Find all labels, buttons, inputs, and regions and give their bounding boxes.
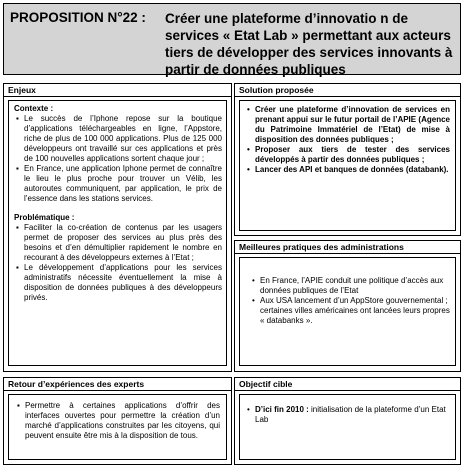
solution-heading: Solution proposée [235,84,460,97]
enjeux-section [3,83,232,372]
bullet-icon: ▪ [17,401,20,410]
pratiques-list [250,276,450,326]
bullet-icon: • [247,105,250,114]
bullet-icon: ▪ [16,164,19,173]
list-item: • Lancer des API et banques de données (databank). [247,165,449,174]
list-item: ▪ Permettre à certaines applications d’offrir des interfaces ouvertes pour permettre la création d’un marché d’applications construites par les citoyens, qui peuvent ensuite être mis à la disposition de tous. [17,401,220,440]
objectif-section [234,377,461,465]
retour-list [15,401,220,441]
list-item: • Proposer aux tiers de tester des services développés à partir des données publiques ; [247,145,450,164]
bullet-icon: ▪ [16,223,19,232]
retour-box [8,394,227,460]
pratiques-section [234,240,461,372]
proposition-header [3,3,461,75]
list-item: ▪ Le succès de l’Iphone repose sur la boutique d’applications téléchargeables en ligne, l’Appstore, riche de plus de 100 000 applications. Plus de 125 000 développeurs ont travaillé sur ces applications et près de 100 nouvelles applications sortent chaque jour ; [16,114,222,163]
contexte-list [14,114,222,204]
pratiques-box [239,257,456,366]
problematique-list [14,223,222,303]
list-item: ▪ Faciliter la co-création de contenus par les usagers permet de proposer des services au plus près des besoins et d’en démultiplier rapidement le nombre en recourant à des développeurs externes à l’Etat ; [16,223,222,262]
enjeux-box [8,100,227,366]
list-item: • Créer une plateforme d’innovation de services en prenant appui sur le futur portail de l’APIE (Agence du Patrimoine Immatériel de l’Etat) de mise à disposition des données publiques ; [247,105,450,144]
enjeux-heading: Enjeux [4,84,231,97]
bullet-icon: • [252,276,255,285]
bullet-icon: ▪ [16,263,19,272]
list-item: ▪ Le développement d’applications pour les services administratifs nécessite éventuellement la mise à disposition de données publiques à des développeurs privés. [16,263,222,302]
pratiques-heading: Meilleures pratiques des administrations [235,241,460,254]
objectif-heading: Objectif cible [235,378,460,391]
objectif-text: initialisation de la plateforme d’un Etat Lab [255,405,446,424]
list-item: • En France, l’APIE conduit une politique d’accès aux données publiques de l’Etat [252,276,444,295]
proposition-number: PROPOSITION N°22 : [10,10,146,25]
solution-section [234,83,461,236]
solution-box [239,100,456,231]
bullet-icon: • [247,405,250,414]
proposition-title: Créer une plateforme d’innovatio n de services « Etat Lab » permettant aux acteurs tiers de développer des services innovants à partir de données publiques [165,11,453,77]
bullet-icon: • [252,296,255,305]
list-item: ▪ En France, une application Iphone permet de connaître le lieu le plus proche pour trouver un Vélib, les autoroutes communiquent, par application, le prix de l’essence dans les stations services. [16,164,222,203]
bullet-icon: • [247,145,250,154]
retour-heading: Retour d’expériences des experts [4,378,231,391]
objectif-date: D’ici fin 2010 : [255,405,309,414]
objectif-list [245,405,450,425]
bullet-icon: ▪ [16,114,19,123]
list-item: • Aux USA lancement d’un AppStore gouvernemental ; certaines villes américaines ont lancées leurs propres « databanks ». [252,296,450,325]
retour-section [3,377,232,465]
list-item [245,405,450,425]
contexte-title: Contexte : [14,104,54,113]
solution-list [245,105,450,175]
problematique-title: Problématique : [14,213,75,222]
bullet-icon: • [247,165,250,174]
objectif-box [239,394,456,460]
